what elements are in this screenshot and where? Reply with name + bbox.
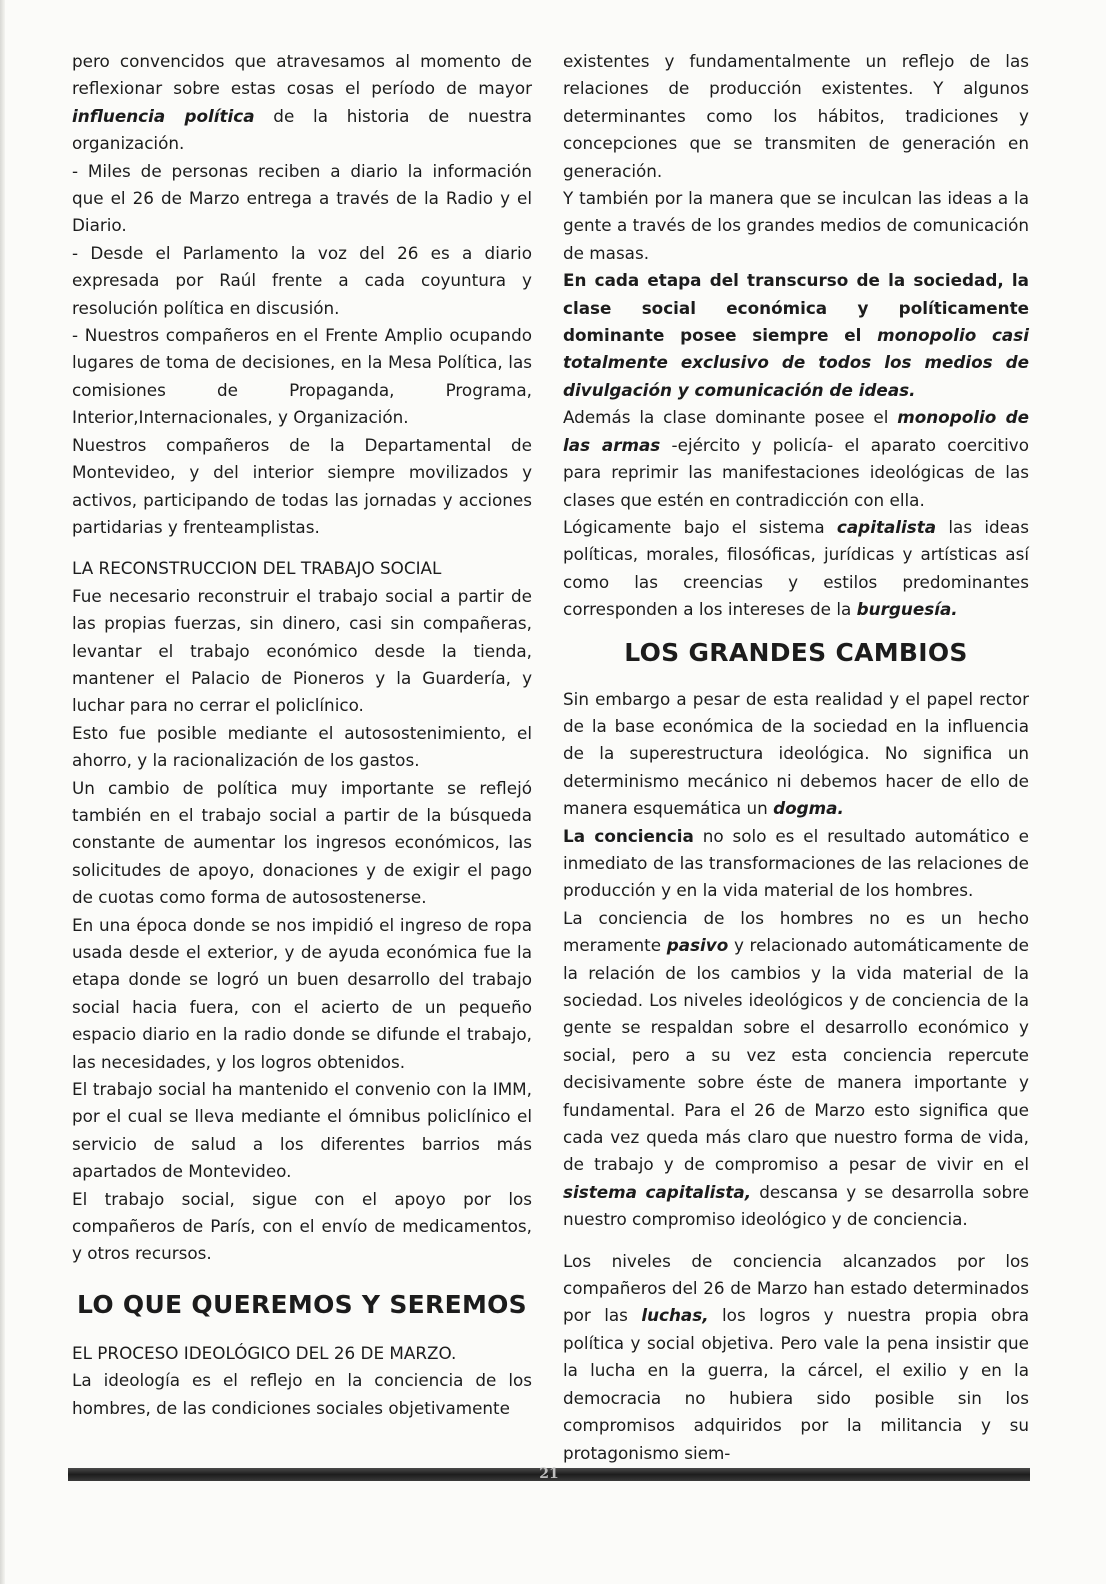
emphasis-text: sistema capitalista,	[563, 1181, 752, 1202]
emphasis-text: influencia política	[72, 105, 255, 126]
section-heading: LO QUE QUEREMOS Y SEREMOS	[77, 1289, 527, 1319]
paragraph: Un cambio de política muy importante se reflejó también en el trabajo social a partir de la búsqueda constante de aumentar los ingresos económicos, las solicitudes de apoyo, donaciones y de exigir el pago de cuotas como forma de autosostenerse.	[72, 777, 532, 908]
text-run: Lógicamente bajo el sistema	[563, 516, 837, 537]
bold-text: La conciencia	[563, 825, 694, 846]
text-run: Los niveles de conciencia alcanzados por los compañeros del 26 de Marzo han estado determinados por las	[563, 1250, 1029, 1326]
text-run: las ideas políticas, morales, filosóficas, jurídicas y artísticas así como las creencias y estilos predominantes corresponden a los intereses de la	[563, 516, 1029, 620]
paragraph: - Desde el Parlamento la voz del 26 es a diario expresada por Raúl frente a cada coyuntura y resolución política en discusión.	[72, 242, 532, 318]
paragraph	[72, 48, 532, 158]
emphasis-text: monopolio de las armas	[563, 407, 1029, 455]
paragraph	[563, 514, 1029, 624]
section-title: LA RECONSTRUCCION DEL TRABAJO SOCIAL	[72, 558, 442, 579]
paragraph: El trabajo social, sigue con el apoyo por los compañeros de París, con el envío de medicamentos, y otros recursos.	[72, 1188, 532, 1264]
spacer	[72, 541, 532, 555]
section-heading: LOS GRANDES CAMBIOS	[624, 637, 968, 667]
section-title: EL PROCESO IDEOLÓGICO DEL 26 DE MARZO.	[72, 1342, 457, 1363]
text-run: los logros y nuestra propia obra política y social objetiva. Pero vale la pena insistir que la lucha en la guerra, la cárcel, el exilio y en la democracia no hubiera sido posible sin los compromisos adquiridos por la militancia y su protagonismo siem-	[563, 1305, 1030, 1463]
text-run: -ejército y policía- el aparato coercitivo para reprimir las manifestaciones ideológicas de las clases que estén en contradicción con ella.	[563, 434, 1029, 510]
left-column	[72, 48, 532, 1422]
paragraph: Y también por la manera que se inculcan las ideas a la gente a través de los grandes medios de comunicación de masas.	[563, 188, 1029, 263]
footer-bar	[68, 1468, 1030, 1481]
paragraph: Fue necesario reconstruir el trabajo social a partir de las propias fuerzas, sin dinero, casi sin compañeras, levantar el trabajo económico desde la tienda, mantener el Palacio de Pioneros y la Guardería, y luchar para no cerrar el policlínico.	[72, 585, 532, 716]
paragraph: - Miles de personas reciben a diario la información que el 26 de Marzo entrega a través de la Radio y el Diario.	[72, 160, 532, 236]
page-number: 21	[539, 1466, 559, 1482]
paragraph: En una época donde se nos impidió el ingreso de ropa usada desde el exterior, y de ayuda económica fue la etapa donde se logró un buen desarrollo del trabajo social hacia fuera, con el acierto de un pequeño espacio diario en la radio donde se difunde el trabajo, las necesidades, y los logros obtenidos.	[72, 914, 532, 1072]
paragraph: Nuestros compañeros de la Departamental de Montevideo, y del interior siempre movilizados y activos, participando de todas las jornadas y acciones partidarias y frenteamplistas.	[72, 434, 532, 537]
text-run: no solo es el resultado automático e inmediato de las transformaciones de las relaciones de producción y en la vida material de los hombres.	[563, 825, 1029, 901]
emphasis-text: dogma.	[773, 798, 844, 819]
emphasis-text: luchas,	[641, 1305, 709, 1326]
right-column	[563, 48, 1029, 1467]
paragraph	[563, 905, 1029, 1234]
spacer	[563, 1234, 1029, 1248]
paragraph: - Nuestros compañeros en el Frente Amplio ocupando lugares de toma de decisiones, en la Mesa Política, las comisiones de Propaganda, Programa, Interior,Internacionales, y Organización.	[72, 325, 532, 428]
text-run: Sin embargo a pesar de esta realidad y el papel rector de la base económica de la sociedad en la influencia de la superestructura ideológica. No significa un determinismo mecánico ni debemos hacer de ello de manera esquemática un	[563, 688, 1029, 819]
emphasis-text: capitalista	[836, 516, 937, 537]
text-run: y relacionado automáticamente de la relación de los cambios y la vida material de la sociedad. Los niveles ideológicos y de conciencia de la gente se respaldan sobre el desarrollo económico y social, pero a su vez esta conciencia repercute decisivamente sobre éste de manera importante y fundamental. Para el 26 de Marzo esto significa que cada vez queda más claro que nuestro forma de vida, de trabajo y de compromiso a pesar de vivir en el	[563, 935, 1029, 1175]
paragraph	[563, 823, 1029, 905]
text-run: La conciencia de los hombres no es un hecho meramente	[563, 907, 1029, 956]
text-run: descansa y se desarrolla sobre nuestro compromiso ideológico y de conciencia.	[563, 1181, 1029, 1230]
emphasis-text: burguesía.	[856, 599, 958, 620]
paragraph: existentes y fundamentalmente un reflejo de las relaciones de producción existentes. Y algunos determinantes como los hábitos, tradiciones y concepciones que se transmiten de generación en generación.	[563, 51, 1029, 181]
paragraph	[563, 267, 1029, 404]
paragraph	[563, 686, 1029, 823]
paragraph: El trabajo social ha mantenido el convenio con la IMM, por el cual se lleva mediante el ómnibus policlínico el servicio de salud a los diferentes barrios más apartados de Montevideo.	[72, 1079, 532, 1182]
emphasis-text: pasivo	[666, 935, 729, 956]
paragraph: Esto fue posible mediante el autosostenimiento, el ahorro, y la racionalización de los gastos.	[72, 722, 532, 771]
text-run: de la historia de nuestra organización.	[72, 105, 533, 154]
bold-text: En cada etapa del transcurso de la sociedad, la clase social económica y políticamente dominante posee siempre el	[563, 270, 1029, 346]
paragraph: La ideología es el reflejo en la conciencia de los hombres, de las condiciones sociales objetivamente	[72, 1370, 532, 1418]
page-edge	[0, 0, 5, 1584]
emphasis-text: monopolio casi totalmente exclusivo de todos los medios de divulgación y comunicación de ideas.	[563, 325, 1029, 400]
paragraph	[563, 1248, 1029, 1467]
text-run: Además la clase dominante posee el	[563, 407, 898, 428]
paragraph	[563, 404, 1029, 514]
text-run: pero convencidos que atravesamos al momento de reflexionar sobre estas cosas el período de mayor	[72, 51, 532, 99]
